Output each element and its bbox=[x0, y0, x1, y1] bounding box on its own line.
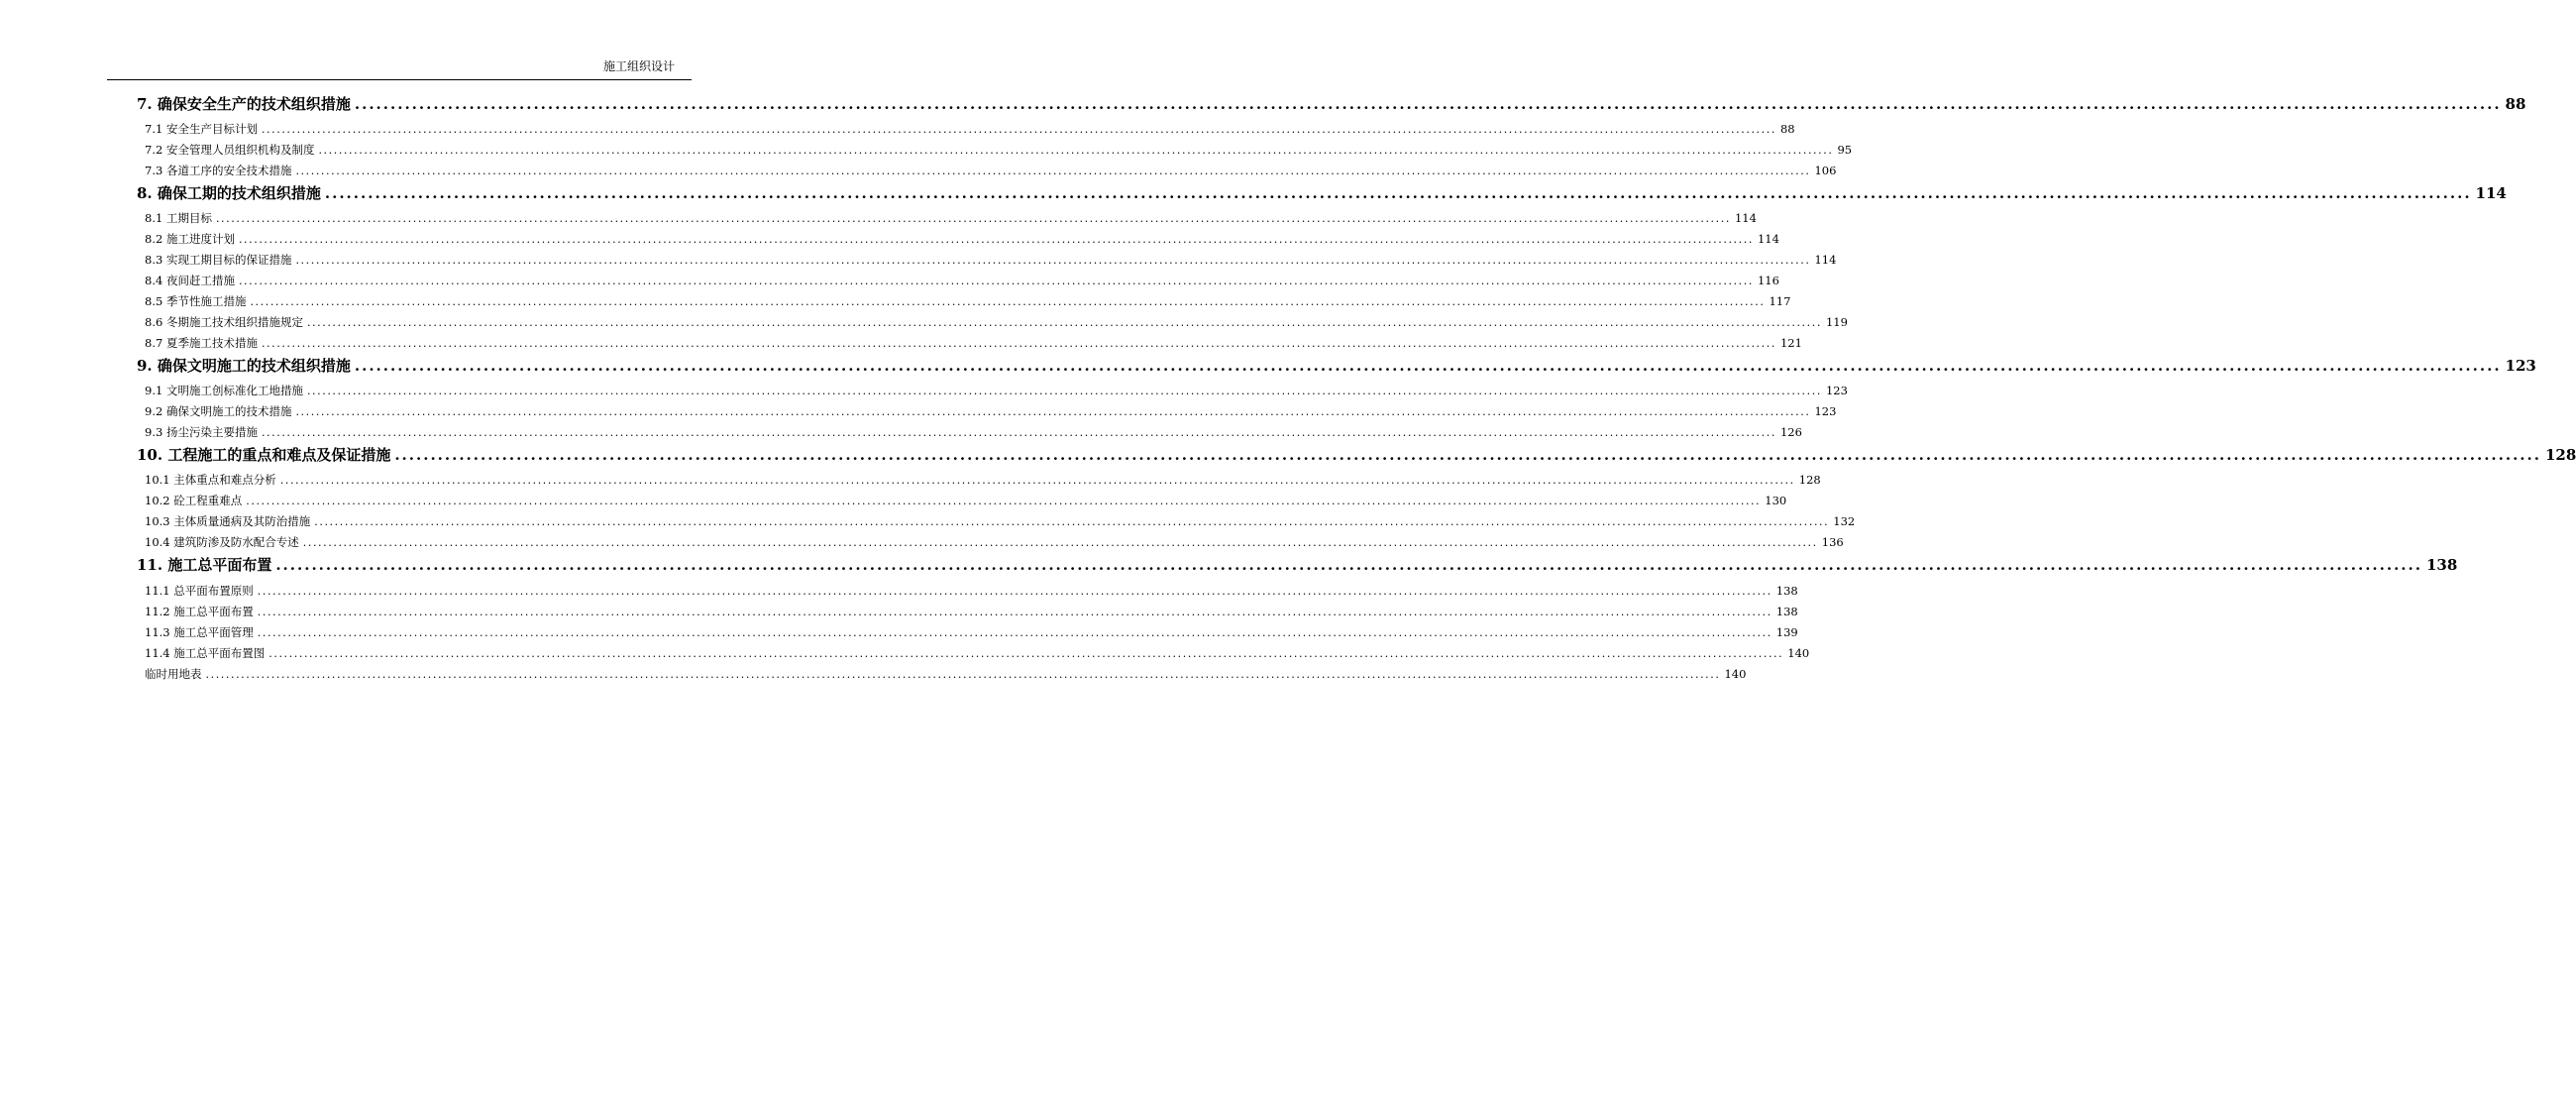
toc-section-entry[interactable] bbox=[145, 666, 1747, 684]
toc-section-entry[interactable] bbox=[145, 383, 1848, 400]
toc-dot-leader: ............................................................................................................................................................................................................................................................................................................ bbox=[295, 254, 1811, 267]
toc-dot-leader: ............................................................................................................................................................................................................................................................................................................ bbox=[215, 212, 1731, 225]
toc-entry-label: 9.3 扬尘污染主要措施 bbox=[145, 425, 258, 439]
toc-section-entry[interactable] bbox=[145, 513, 1856, 531]
toc-dot-leader: ............................................................................................................................................................................................................................................................................................................ bbox=[295, 405, 1811, 418]
toc-entry-label: 8.3 实现工期目标的保证措施 bbox=[145, 253, 292, 267]
toc-section-entry[interactable] bbox=[145, 142, 1853, 160]
toc-dot-leader: ............................................................................................................................................................................................................................................................................................................ bbox=[306, 385, 1822, 397]
toc-chapter-entry[interactable] bbox=[137, 355, 2536, 377]
toc-section-entry[interactable] bbox=[145, 273, 1779, 290]
toc-page-number: 139 bbox=[1775, 625, 1798, 639]
toc-entry-label: 8.5 季节性施工措施 bbox=[145, 294, 247, 308]
toc-section-entry[interactable] bbox=[145, 624, 1798, 642]
toc-entry-label: 11.1 总平面布置原则 bbox=[145, 584, 254, 598]
toc-chapter-entry[interactable] bbox=[137, 554, 2458, 576]
toc-section-entry[interactable] bbox=[145, 472, 1821, 490]
toc-chapter-entry[interactable] bbox=[137, 93, 2526, 115]
toc-chapter-entry[interactable] bbox=[137, 182, 2507, 204]
toc-dot-leader: ............................................................................................................................................................................................................................................................................................................ bbox=[394, 446, 2541, 464]
toc-dot-leader: ............................................................................................................................................................................................................................................................................................................ bbox=[257, 626, 1772, 639]
toc-page-number: 106 bbox=[1814, 164, 1837, 177]
toc-section-entry[interactable] bbox=[145, 210, 1757, 228]
toc-page-number: 88 bbox=[1779, 122, 1795, 136]
toc-page-number: 123 bbox=[1814, 404, 1837, 418]
toc-page-number: 138 bbox=[2425, 556, 2458, 574]
toc-page-number: 130 bbox=[1765, 494, 1787, 507]
toc-entry-label: 8.4 夜间赶工措施 bbox=[145, 274, 235, 287]
toc-dot-leader: ............................................................................................................................................................................................................................................................................................................ bbox=[261, 426, 1776, 439]
toc-dot-leader: ............................................................................................................................................................................................................................................................................................................ bbox=[257, 606, 1772, 618]
toc-section-entry[interactable] bbox=[145, 403, 1837, 421]
toc-dot-leader: ............................................................................................................................................................................................................................................................................................................ bbox=[246, 495, 1762, 507]
toc-entry-label: 11.3 施工总平面管理 bbox=[145, 625, 254, 639]
toc-section-entry[interactable] bbox=[145, 231, 1779, 249]
toc-dot-leader: ............................................................................................................................................................................................................................................................................................................ bbox=[250, 295, 1766, 308]
toc-dot-leader: ............................................................................................................................................................................................................................................................................................................ bbox=[324, 184, 2472, 202]
toc-page-number: 132 bbox=[1833, 514, 1856, 528]
toc-entry-label: 8.6 冬期施工技术组织措施规定 bbox=[145, 315, 303, 329]
toc-dot-leader: ............................................................................................................................................................................................................................................................................................................ bbox=[275, 556, 2422, 574]
toc-page-number: 128 bbox=[1798, 473, 1821, 487]
toc-dot-leader: ............................................................................................................................................................................................................................................................................................................ bbox=[302, 536, 1818, 549]
toc-page-number: 114 bbox=[2475, 184, 2507, 202]
toc-entry-label: 8.7 夏季施工技术措施 bbox=[145, 336, 258, 350]
toc-section-entry[interactable] bbox=[145, 645, 1810, 663]
toc-entry-label: 9.1 文明施工创标准化工地措施 bbox=[145, 384, 303, 397]
toc-page-number: 140 bbox=[1787, 646, 1810, 660]
toc-section-entry[interactable] bbox=[145, 424, 1802, 442]
toc-page-number: 117 bbox=[1769, 294, 1791, 308]
toc-dot-leader: ............................................................................................................................................................................................................................................................................................................ bbox=[238, 275, 1754, 287]
toc-section-entry[interactable] bbox=[145, 493, 1787, 510]
toc-dot-leader: ............................................................................................................................................................................................................................................................................................................ bbox=[205, 668, 1721, 681]
toc-entry-label: 9.2 确保文明施工的技术措施 bbox=[145, 404, 292, 418]
toc-page-number: 114 bbox=[1734, 211, 1757, 225]
toc-section-entry[interactable] bbox=[145, 293, 1791, 311]
toc-page-number: 119 bbox=[1825, 315, 1848, 329]
toc-dot-leader: ............................................................................................................................................................................................................................................................................................................ bbox=[306, 316, 1822, 329]
toc-dot-leader: ............................................................................................................................................................................................................................................................................................................ bbox=[261, 123, 1776, 136]
toc-entry-label: 临时用地表 bbox=[145, 667, 202, 681]
toc-dot-leader: ............................................................................................................................................................................................................................................................................................................ bbox=[354, 95, 2502, 113]
toc-section-entry[interactable] bbox=[145, 583, 1798, 601]
toc-page-number: 140 bbox=[1724, 667, 1747, 681]
toc-chapter-entry[interactable] bbox=[137, 444, 2576, 466]
toc-entry-label: 8.1 工期目标 bbox=[145, 211, 212, 225]
toc-dot-leader: ............................................................................................................................................................................................................................................................................................................ bbox=[354, 357, 2502, 375]
header-title: 施工组织设计 bbox=[602, 59, 675, 73]
toc-section-entry[interactable] bbox=[145, 534, 1844, 552]
toc-section-entry[interactable] bbox=[145, 604, 1798, 621]
toc-section-entry[interactable] bbox=[145, 252, 1837, 270]
toc-entry-label: 8. 确保工期的技术组织措施 bbox=[137, 184, 321, 202]
toc-entry-label: 7.3 各道工序的安全技术措施 bbox=[145, 164, 292, 177]
toc-page-number: 128 bbox=[2544, 446, 2576, 464]
toc-entry-label: 7. 确保安全生产的技术组织措施 bbox=[137, 95, 351, 113]
toc-dot-leader: ............................................................................................................................................................................................................................................................................................................ bbox=[318, 144, 1834, 157]
toc-page-number: 88 bbox=[2505, 95, 2526, 113]
toc-entry-label: 8.2 施工进度计划 bbox=[145, 232, 235, 246]
toc-dot-leader: ............................................................................................................................................................................................................................................................................................................ bbox=[279, 474, 1795, 487]
toc-page-number: 121 bbox=[1779, 336, 1802, 350]
toc-entry-label: 11.2 施工总平面布置 bbox=[145, 605, 254, 618]
toc-page-number: 138 bbox=[1775, 584, 1798, 598]
toc-page-number: 116 bbox=[1757, 274, 1779, 287]
toc-entry-label: 11. 施工总平面布置 bbox=[137, 556, 272, 574]
toc-section-entry[interactable] bbox=[145, 314, 1848, 332]
toc-page-number: 138 bbox=[1775, 605, 1798, 618]
toc-entry-label: 10.3 主体质量通病及其防治措施 bbox=[145, 514, 311, 528]
toc-page-number: 136 bbox=[1821, 535, 1844, 549]
toc-dot-leader: ............................................................................................................................................................................................................................................................................................................ bbox=[261, 337, 1776, 350]
toc-entry-label: 10.1 主体重点和难点分析 bbox=[145, 473, 276, 487]
toc-page-number: 95 bbox=[1837, 143, 1853, 157]
toc-page-number: 114 bbox=[1757, 232, 1779, 246]
toc-dot-leader: ............................................................................................................................................................................................................................................................................................................ bbox=[268, 647, 1784, 660]
header-rule bbox=[107, 79, 692, 80]
toc-section-entry[interactable] bbox=[145, 335, 1802, 353]
toc-entry-label: 10.4 建筑防渗及防水配合专述 bbox=[145, 535, 299, 549]
toc-entry-label: 10. 工程施工的重点和难点及保证措施 bbox=[137, 446, 391, 464]
toc-entry-label: 11.4 施工总平面布置图 bbox=[145, 646, 266, 660]
toc-page-number: 126 bbox=[1779, 425, 1802, 439]
toc-entry-label: 9. 确保文明施工的技术组织措施 bbox=[137, 357, 351, 375]
toc-section-entry[interactable] bbox=[145, 121, 1795, 139]
toc-section-entry[interactable] bbox=[145, 163, 1837, 180]
toc-page-number: 123 bbox=[1825, 384, 1848, 397]
toc-entry-label: 10.2 砼工程重难点 bbox=[145, 494, 243, 507]
toc-entry-label: 7.1 安全生产目标计划 bbox=[145, 122, 258, 136]
toc-dot-leader: ............................................................................................................................................................................................................................................................................................................ bbox=[238, 233, 1754, 246]
toc-dot-leader: ............................................................................................................................................................................................................................................................................................................ bbox=[295, 165, 1811, 177]
toc-entry-label: 7.2 安全管理人员组织机构及制度 bbox=[145, 143, 315, 157]
toc-dot-leader: ............................................................................................................................................................................................................................................................................................................ bbox=[257, 585, 1772, 598]
toc-dot-leader: ............................................................................................................................................................................................................................................................................................................ bbox=[314, 515, 1830, 528]
toc-page-number: 114 bbox=[1814, 253, 1837, 267]
toc-page-number: 123 bbox=[2505, 357, 2536, 375]
